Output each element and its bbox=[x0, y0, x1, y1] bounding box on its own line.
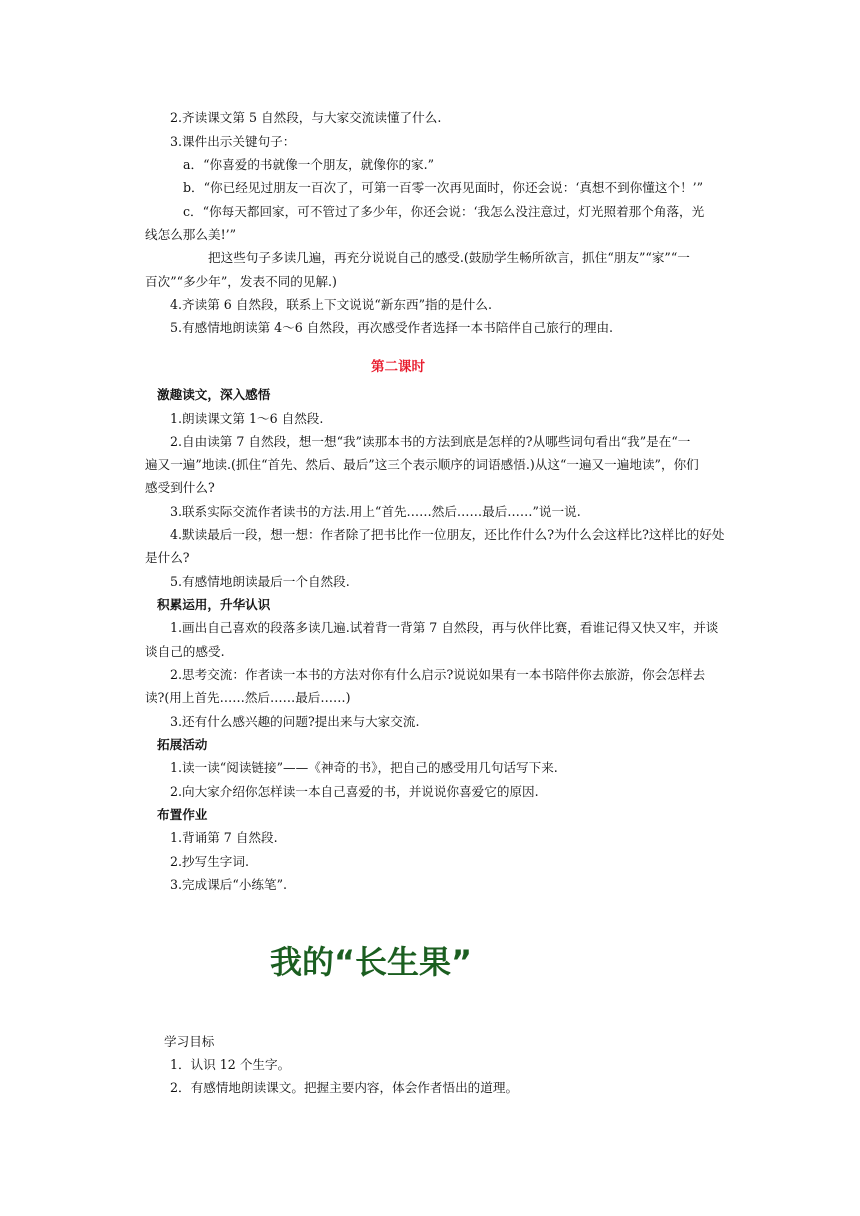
paragraph-line: 1.朗读课文第 1～6 自然段. bbox=[170, 411, 324, 426]
quote-line-b: b．“你已经见过朋友一百次了，可第一百零一次再见面时，你还会说：‘真想不到你懂这个！’” bbox=[183, 180, 704, 195]
quote-line-a: a．“你喜爱的书就像一个朋友，就像你的家.” bbox=[183, 157, 435, 172]
goals-heading: 学习目标 bbox=[164, 1034, 215, 1049]
section-heading: 布置作业 bbox=[157, 807, 208, 822]
paragraph-line: 4.齐读第 6 自然段，联系上下文说说“新东西”指的是什么. bbox=[170, 297, 492, 312]
paragraph-line: 读?(用上首先……然后……最后……) bbox=[145, 690, 351, 705]
paragraph-line: 1.画出自己喜欢的段落多读几遍.试着背一背第 7 自然段，再与伙伴比赛，看谁记得又快又牢，并谈 bbox=[170, 620, 719, 635]
section-heading: 拓展活动 bbox=[157, 737, 208, 752]
paragraph-line: 1.读一读“阅读链接”——《神奇的书》，把自己的感受用几句话写下来. bbox=[170, 760, 558, 775]
paragraph-line: 2.齐读课文第 5 自然段，与大家交流读懂了什么. bbox=[170, 110, 442, 125]
paragraph-line: 3.课件出示关键句子： bbox=[170, 134, 296, 149]
paragraph-line: 3.完成课后“小练笔”. bbox=[170, 877, 288, 892]
paragraph-line: 3.联系实际交流作者读书的方法.用上“首先……然后……最后……”说一说. bbox=[170, 504, 581, 519]
lesson-title: 我的“长生果” bbox=[270, 943, 473, 981]
goal-item: 1．认识 12 个生字。 bbox=[170, 1057, 291, 1072]
section-title: 第二课时 bbox=[371, 359, 425, 375]
section-heading: 激趣读文，深入感悟 bbox=[157, 387, 271, 402]
paragraph-line: 百次”“多少年”，发表不同的见解.) bbox=[145, 274, 337, 289]
paragraph-line: 2.思考交流：作者读一本书的方法对你有什么启示?说说如果有一本书陪伴你去旅游，你会怎样去 bbox=[170, 667, 706, 682]
goal-item: 2．有感情地朗读课文。把握主要内容，体会作者悟出的道理。 bbox=[170, 1080, 519, 1095]
paragraph-line: 2.抄写生字词. bbox=[170, 854, 249, 869]
paragraph-line: 遍又一遍”地读.(抓住“首先、然后、最后”这三个表示顺序的词语感悟.)从这“一遍又一遍地读”，你们 bbox=[145, 457, 699, 472]
quote-line-c: c．“你每天都回家，可不管过了多少年，你还会说：‘我怎么没注意过，灯光照着那个角落，光 bbox=[183, 204, 705, 219]
paragraph-line: 感受到什么? bbox=[145, 480, 215, 495]
paragraph-line: 3.还有什么感兴趣的问题?提出来与大家交流. bbox=[170, 714, 420, 729]
section-heading: 积累运用，升华认识 bbox=[157, 597, 271, 612]
paragraph-line: 1.背诵第 7 自然段. bbox=[170, 830, 278, 845]
paragraph-line: 5.有感情地朗读最后一个自然段. bbox=[170, 574, 350, 589]
paragraph-line: 把这些句子多读几遍，再充分说说自己的感受.(鼓励学生畅所欲言，抓住“朋友”“家”“一 bbox=[208, 250, 690, 265]
paragraph-line: 谈自己的感受. bbox=[145, 644, 225, 659]
paragraph-line: 2.向大家介绍你怎样读一本自己喜爱的书，并说说你喜爱它的原因. bbox=[170, 784, 539, 799]
paragraph-line: 4.默读最后一段，想一想：作者除了把书比作一位朋友，还比作什么?为什么会这样比?这样比的好处 bbox=[170, 527, 725, 542]
paragraph-line: 5.有感情地朗读第 4～6 自然段，再次感受作者选择一本书陪伴自己旅行的理由. bbox=[170, 320, 614, 335]
paragraph-line: 2.自由读第 7 自然段，想一想“我”读那本书的方法到底是怎样的?从哪些词句看出“我”是在“一 bbox=[170, 434, 691, 449]
paragraph-line: 线怎么那么美!’” bbox=[145, 227, 237, 242]
paragraph-line: 是什么? bbox=[145, 550, 190, 565]
